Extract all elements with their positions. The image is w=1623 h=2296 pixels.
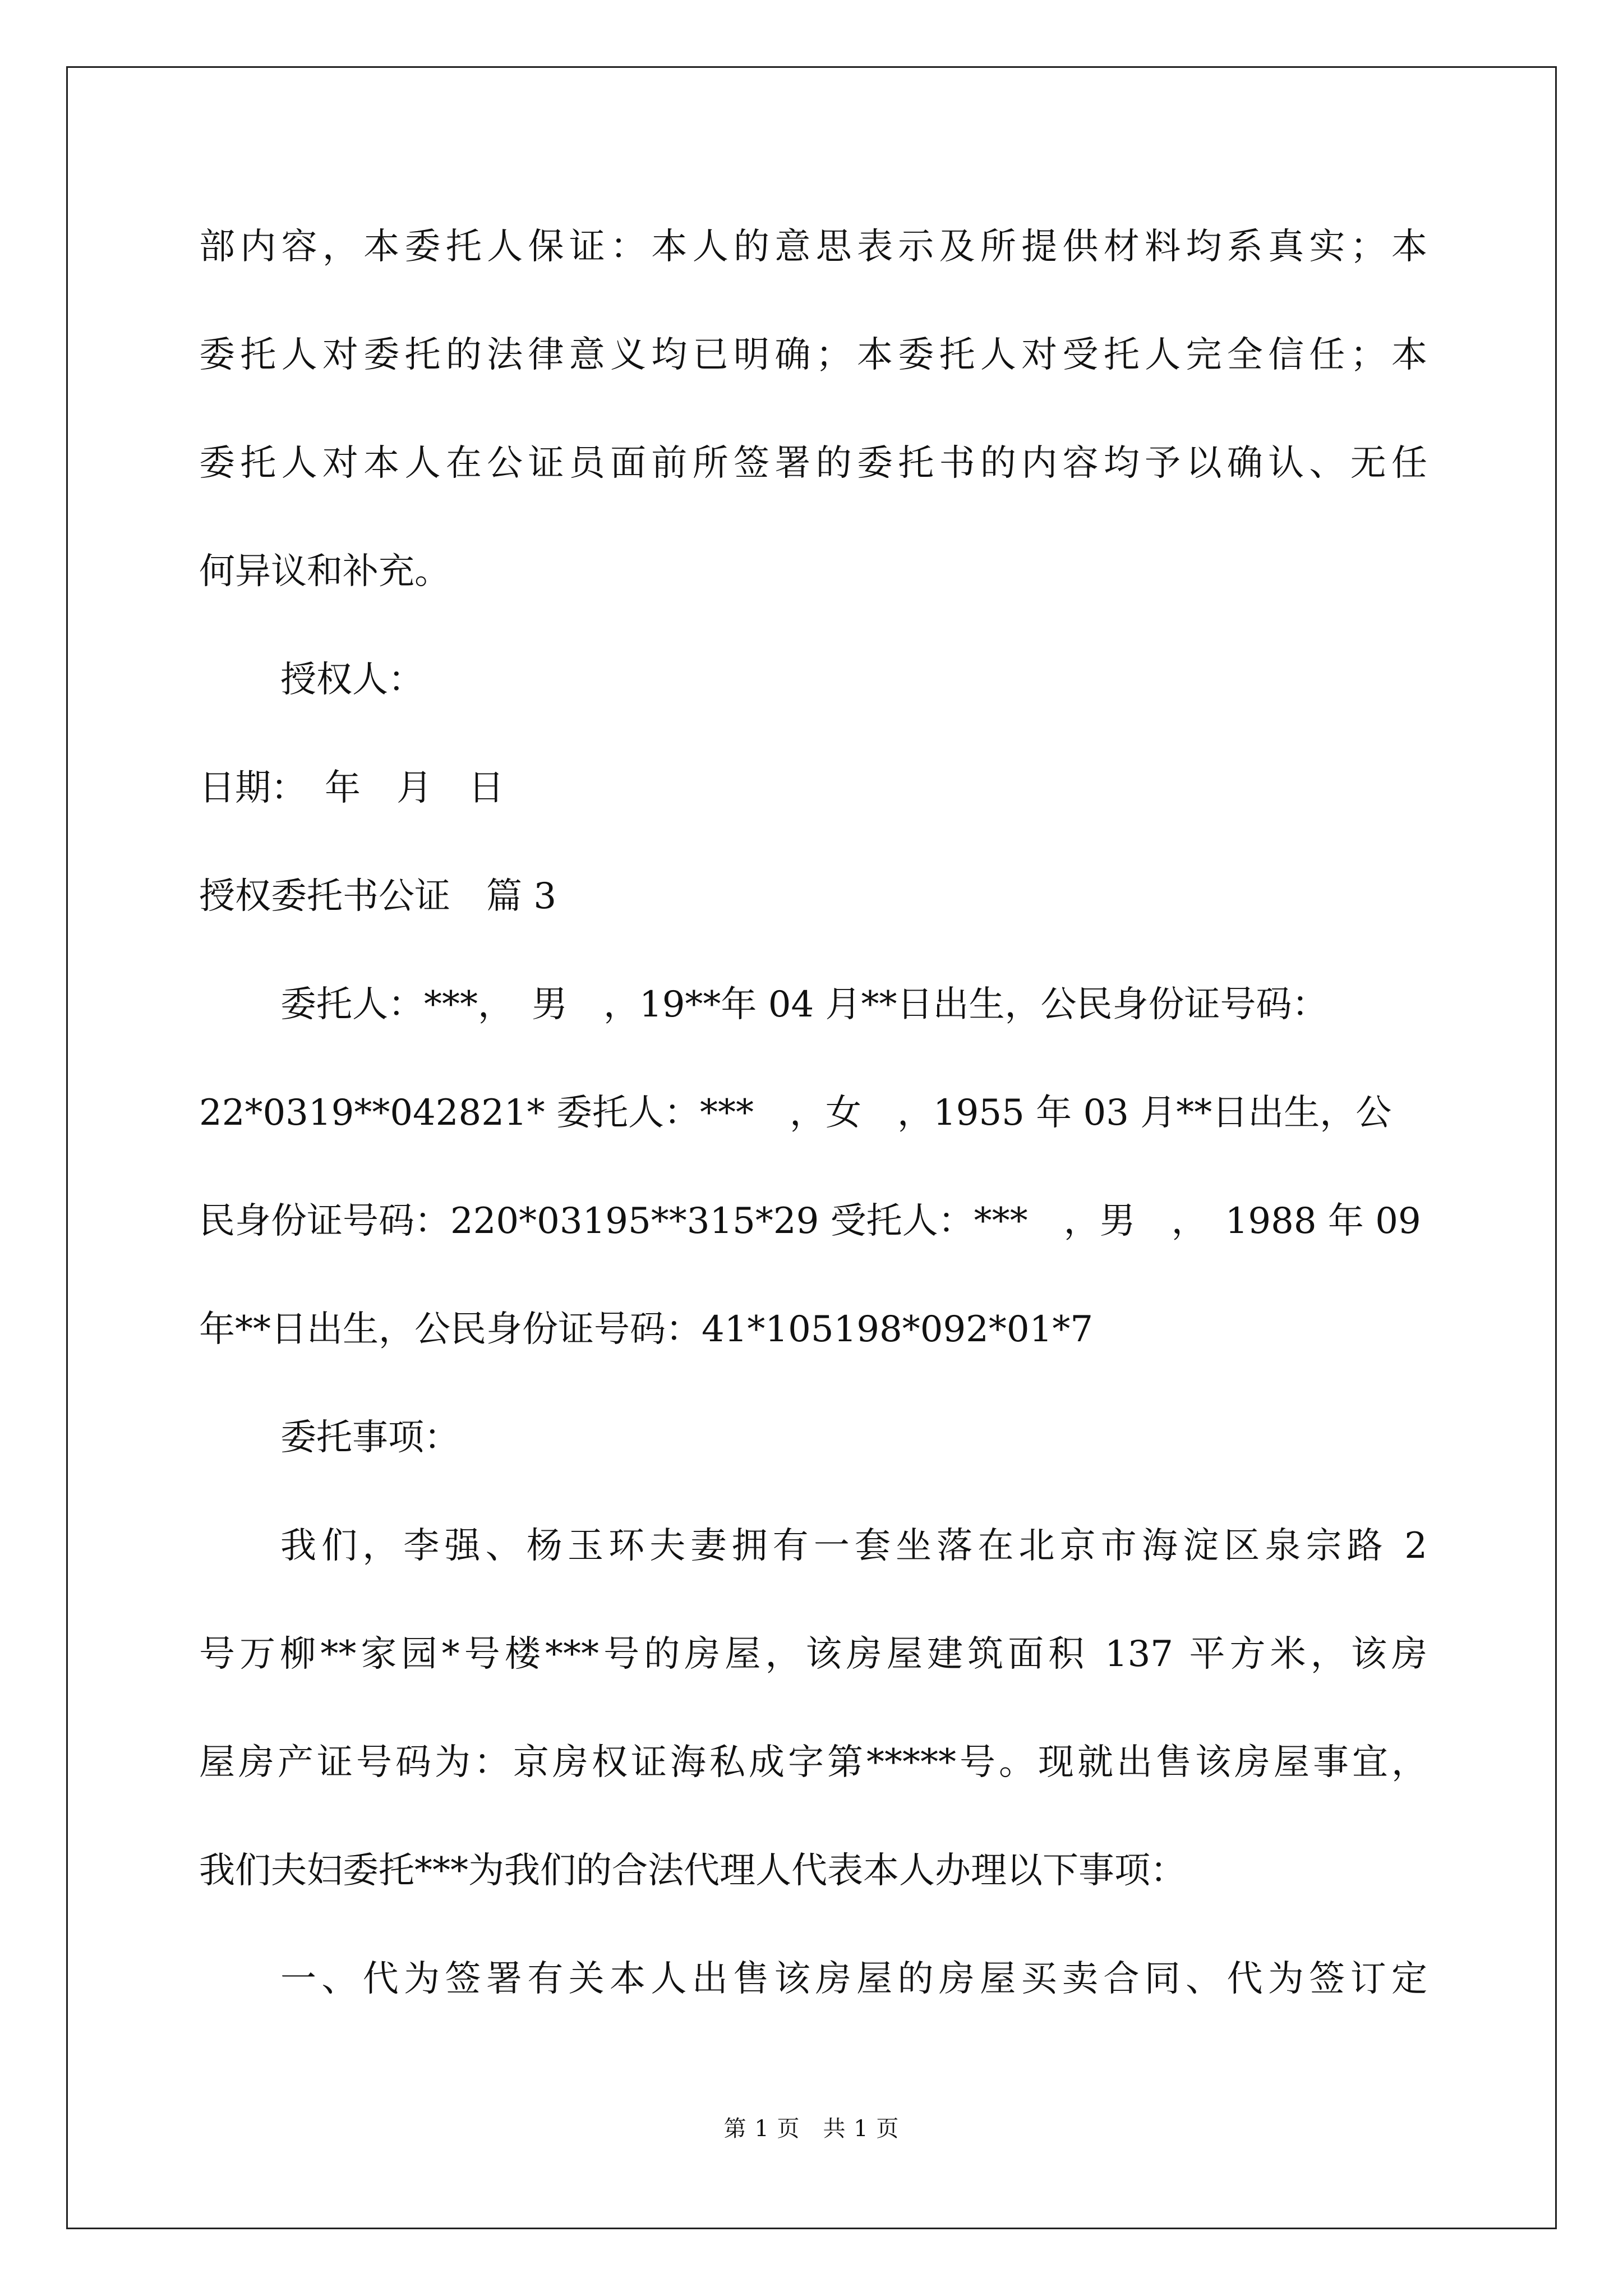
section-title: 授权委托书公证 篇 3 [199,876,557,917]
matters-heading: 委托事项： [280,1417,460,1458]
item-one-line: 一、代为签署有关本人出售该房屋的房屋买卖合同、代为签订定 [280,1958,1427,2000]
matters-line-3: 屋房产证号码为：京房权证海私成字第*****号。现就出售该房屋事宜， [199,1742,1427,1783]
agent-line: 年**日出生，公民身份证号码：41*105198*092*01*7 [199,1309,1094,1350]
body-line-2: 委托人对委托的法律意义均已明确；本委托人对受托人完全信任；本 [199,334,1427,376]
body-line-3: 委托人对本人在公证员面前所签署的委托书的内容均予以确认、无任 [199,443,1427,484]
principal-line-2: 22*0319**042821* 委托人：*** ，女 ，1955 年 03 月**日出生，公 [199,1092,1392,1134]
principal-line-3: 民身份证号码：220*03195**315*29 受托人：*** ，男 ， 1988 年 09 [199,1200,1421,1242]
body-line-1: 部内容，本委托人保证：本人的意思表示及所提供材料均系真实；本 [199,226,1427,268]
signatory-label: 授权人： [280,659,424,701]
matters-line-4: 我们夫妇委托***为我们的合法代理人代表本人办理以下事项： [199,1850,1186,1892]
page-footer: 第 1 页 共 1 页 [723,2116,900,2142]
body-line-4: 何异议和补充。 [199,551,450,592]
principal-line-1: 委托人：***， 男 ，19**年 04 月**日出生，公民身份证号码： [280,984,1328,1025]
matters-line-1: 我们，李强、杨玉环夫妻拥有一套坐落在北京市海淀区泉宗路 2 [280,1525,1427,1567]
page-border [66,66,1557,2229]
date-label: 日期： 年 月 日 [199,767,504,809]
matters-line-2: 号万柳**家园*号楼***号的房屋，该房屋建筑面积 137 平方米，该房 [199,1634,1427,1675]
